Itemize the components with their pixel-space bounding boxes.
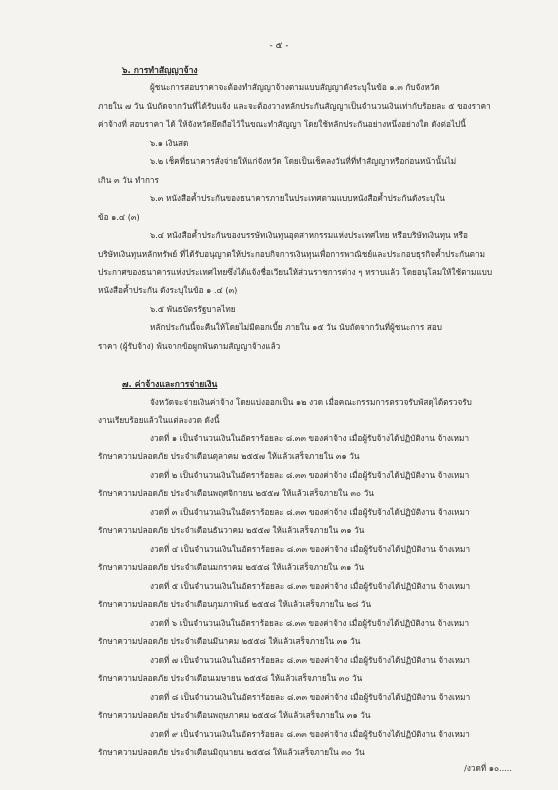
installment-3-line1: งวดที่ ๓ เป็นจำนวนเงินในอัตราร้อยละ ๘.๓๓ ของค่าจ้าง เมื่อผู้รับจ้างได้ปฏิบัติงาน จ้างเหมา — [150, 507, 470, 517]
section6-intro-line3: ค่าจ้างที่ สอบราคา ได้ ให้จังหวัดยึดถือไว้ในขณะทำสัญญา โดยใช้หลักประกันอย่างหนึ่งอย่างใด ดังต่อไปนี้ — [98, 119, 466, 129]
installment-7-line2: รักษาความปลอดภัย ประจำเดือนเมษายน ๒๕๕๘ ให้แล้วเสร็จภายใน ๓๐ วัน — [98, 673, 363, 683]
installment-2-line2: รักษาความปลอดภัย ประจำเดือนพฤศจิกายน ๒๕๕๗ ให้แล้วเสร็จภายใน ๓๐ วัน — [98, 488, 374, 498]
installment-6-line2: รักษาความปลอดภัย ประจำเดือนมีนาคม ๒๕๕๘ ให้แล้วเสร็จภายใน ๓๑ วัน — [98, 636, 361, 646]
section6-item4-line2: บริษัทเงินทุนหลักทรัพย์ ที่ได้รับอนุญาตให้ประกอบกิจการเงินทุนเพื่อการพาณิชย์และประกอบธุรกิจค้ำประกันตาม — [98, 249, 485, 259]
section7-intro-line2: งานเรียบร้อยแล้วในแต่ละงวด ดังนี้ — [98, 415, 220, 425]
installment-2-line1: งวดที่ ๒ เป็นจำนวนเงินในอัตราร้อยละ ๘.๓๓ ของค่าจ้าง เมื่อผู้รับจ้างได้ปฏิบัติงาน จ้างเหมา — [150, 470, 470, 480]
installment-4-line2: รักษาความปลอดภัย ประจำเดือนมกราคม ๒๕๕๘ ให้แล้วเสร็จภายใน ๓๑ วัน — [98, 562, 365, 572]
installment-3-line2: รักษาความปลอดภัย ประจำเดือนธันวาคม ๒๕๕๗ ให้แล้วเสร็จภายใน ๓๑ วัน — [98, 525, 365, 535]
section6-intro-line1: ผู้ชนะการสอบราคาจะต้องทำสัญญาจ้างตามแบบสัญญาดังระบุในข้อ ๑.๓ กับจังหวัด — [150, 82, 440, 92]
section6-item2-line1: ๖.๒ เช็คที่ธนาคารสั่งจ่ายให้แก่จังหวัด โดยเป็นเช็คลงวันที่ที่ทำสัญญาหรือก่อนหน้านั้นไม่ — [150, 156, 457, 166]
section6-refund-line1: หลักประกันนี้จะคืนให้โดยไม่มีดอกเบี้ย ภายใน ๑๕ วัน นับถัดจากวันที่ผู้ชนะการ สอบ — [150, 322, 442, 332]
section6-intro-line2: ภายใน ๗ วัน นับถัดจากวันที่ได้รับแจ้ง และจะต้องวางหลักประกันสัญญาเป็นจำนวนเงินเท่ากับร้อยละ ๕ ของราคา — [98, 101, 491, 111]
section6-item5: ๖.๕ พันธบัตรรัฐบาลไทย — [150, 304, 236, 314]
section6-item3-line1: ๖.๓ หนังสือค้ำประกันของธนาคารภายในประเทศตามแบบหนังสือค้ำประกันดังระบุใน — [150, 193, 445, 203]
section6-heading: ๖. การทำสัญญาจ้าง — [122, 66, 198, 76]
section6-item4-line4: หนังสือค้ำประกัน ดังระบุในข้อ ๑ .๔ (๓) — [98, 285, 238, 295]
installment-1-line1: งวดที่ ๑ เป็นจำนวนเงินในอัตราร้อยละ ๘.๓๓ ของค่าจ้าง เมื่อผู้รับจ้างได้ปฏิบัติงาน จ้างเหมา — [150, 433, 470, 443]
section7-heading: ๗. ค่าจ้างและการจ่ายเงิน — [122, 380, 218, 390]
section6-item1: ๖.๑ เงินสด — [150, 138, 189, 148]
installment-4-line1: งวดที่ ๔ เป็นจำนวนเงินในอัตราร้อยละ ๘.๓๓ ของค่าจ้าง เมื่อผู้รับจ้างได้ปฏิบัติงาน จ้างเหมา — [150, 544, 471, 554]
installment-9-line1: งวดที่ ๙ เป็นจำนวนเงินในอัตราร้อยละ ๘.๓๓ ของค่าจ้าง เมื่อผู้รับจ้างได้ปฏิบัติงาน จ้างเหมา — [150, 729, 470, 739]
installment-7-line1: งวดที่ ๗ เป็นจำนวนเงินในอัตราร้อยละ ๘.๓๓ ของค่าจ้าง เมื่อผู้รับจ้างได้ปฏิบัติงาน จ้างเหมา — [150, 655, 471, 665]
installment-6-line1: งวดที่ ๖ เป็นจำนวนเงินในอัตราร้อยละ ๘.๓๓ ของค่าจ้าง เมื่อผู้รับจ้างได้ปฏิบัติงาน จ้างเหมา — [150, 618, 470, 628]
installment-8-line2: รักษาความปลอดภัย ประจำเดือนพฤษภาคม ๒๕๕๘ ให้แล้วเสร็จภายใน ๓๑ วัน — [98, 710, 371, 720]
installment-8-line1: งวดที่ ๘ เป็นจำนวนเงินในอัตราร้อยละ ๘.๓๓ ของค่าจ้าง เมื่อผู้รับจ้างได้ปฏิบัติงาน จ้างเหมา — [150, 692, 471, 702]
section6-item2-line2: เกิน ๓ วัน ทำการ — [98, 175, 159, 185]
section6-refund-line2: ราคา (ผู้รับจ้าง) พ้นจากข้อผูกพันตามสัญญาจ้างแล้ว — [98, 341, 281, 351]
installment-9-line2: รักษาความปลอดภัย ประจำเดือนมิถุนายน ๒๕๕๘ ให้แล้วเสร็จภายใน ๓๐ วัน — [98, 747, 365, 757]
section6-item4-line1: ๖.๔ หนังสือค้ำประกันของบรรษัทเงินทุนอุตสาหกรรมแห่งประเทศไทย หรือบริษัทเงินทุน หรือ — [150, 230, 468, 240]
installment-5-line2: รักษาความปลอดภัย ประจำเดือนกุมภาพันธ์ ๒๕๕๘ ให้แล้วเสร็จภายใน ๒๘ วัน — [98, 599, 372, 609]
continuation-note: /งวดที่ ๑๐..... — [464, 763, 512, 773]
page-number: - ๕ - — [269, 41, 289, 51]
installment-5-line1: งวดที่ ๕ เป็นจำนวนเงินในอัตราร้อยละ ๘.๓๓ ของค่าจ้าง เมื่อผู้รับจ้างได้ปฏิบัติงาน จ้างเหมา — [150, 581, 471, 591]
section7-intro-line1: จังหวัดจะจ่ายเงินค่าจ้าง โดยแบ่งออกเป็น ๑๒ งวด เมื่อคณะกรรมการตรวจรับพัสดุได้ตรวจรับ — [150, 397, 472, 407]
section6-item4-line3: ประกาศของธนาคารแห่งประเทศไทยซึ่งได้แจ้งชื่อเวียนให้ส่วนราชการต่าง ๆ ทราบแล้ว โดยอนุโลมให้ใช้ตามแบบ — [98, 267, 493, 277]
installment-1-line2: รักษาความปลอดภัย ประจำเดือนตุลาคม ๒๕๕๗ ให้แล้วเสร็จภายใน ๓๑ วัน — [98, 451, 360, 461]
section6-item3-line2: ข้อ ๑.๔ (๓) — [98, 212, 140, 222]
